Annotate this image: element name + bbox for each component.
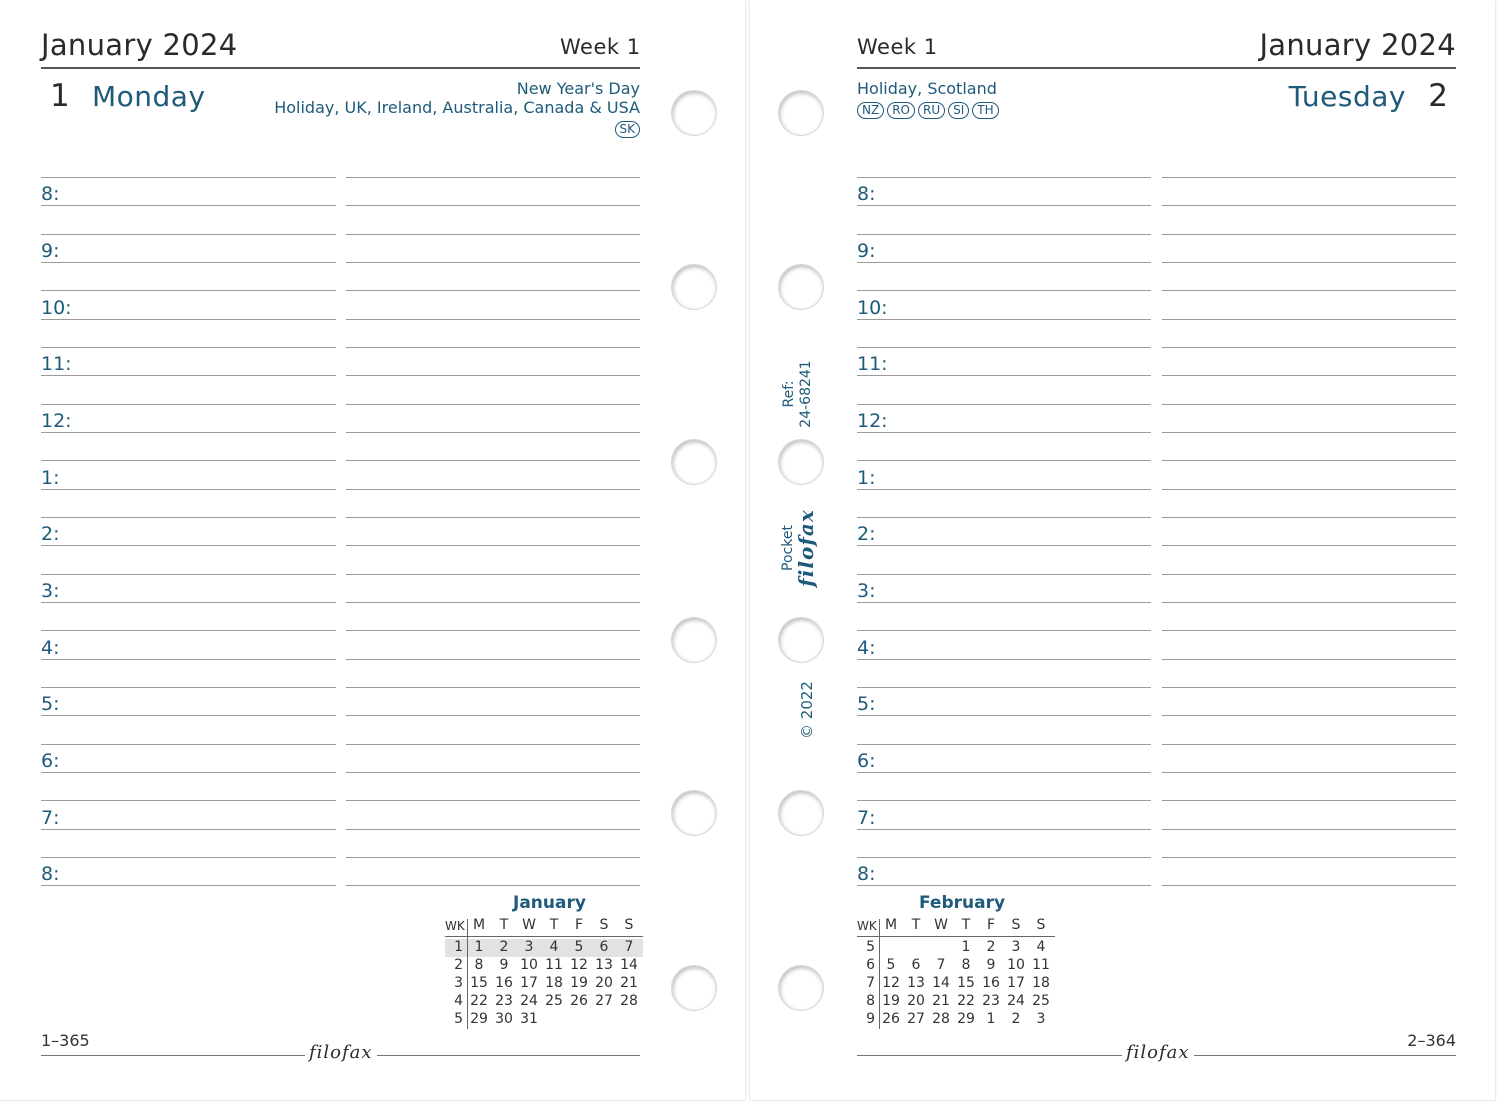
ruled-line <box>346 744 640 745</box>
hour-label: 3: <box>857 580 876 602</box>
mini-cal-day-head: F <box>574 917 584 933</box>
mini-cal-day: 23 <box>495 993 513 1009</box>
mini-cal-day-head: M <box>472 917 486 933</box>
ruled-line <box>346 234 640 235</box>
mini-cal-day: 15 <box>470 975 488 991</box>
ruled-line <box>1162 460 1456 461</box>
country-code-badge: SK <box>615 121 641 138</box>
right-month-year: January 2024 <box>1259 28 1456 62</box>
mini-cal-day: 21 <box>620 975 638 991</box>
mini-cal-day: 12 <box>570 957 588 973</box>
punch-hole <box>778 965 824 1011</box>
ruled-line <box>346 432 640 433</box>
ruled-line <box>1162 687 1456 688</box>
ruled-line <box>346 262 640 263</box>
left-holiday-line-2: Holiday, UK, Ireland, Australia, Canada & USA <box>274 98 640 117</box>
ruled-line <box>857 319 1151 320</box>
left-country-codes <box>615 121 641 138</box>
mini-cal-day: 6 <box>599 939 609 955</box>
ruled-line <box>346 800 640 801</box>
mini-cal-day: 25 <box>545 993 563 1009</box>
ruled-line <box>346 715 640 716</box>
spine-reference <box>781 344 817 444</box>
ruled-line <box>346 687 640 688</box>
hour-label: 10: <box>857 297 888 319</box>
mini-cal-week-number: 4 <box>454 993 463 1009</box>
ruled-line <box>346 630 640 631</box>
ruled-line <box>1162 432 1456 433</box>
ruled-line <box>1162 319 1456 320</box>
spine-branding <box>779 498 819 598</box>
left-page <box>0 0 745 1100</box>
country-code-badge: TH <box>972 102 998 119</box>
ruled-line <box>1162 885 1456 886</box>
hour-label: 3: <box>41 580 60 602</box>
mini-cal-day: 2 <box>986 939 996 955</box>
ruled-line <box>1162 489 1456 490</box>
punch-hole <box>671 790 717 836</box>
mini-cal-day: 5 <box>574 939 584 955</box>
mini-cal-day: 1 <box>961 939 971 955</box>
mini-cal-day: 9 <box>499 957 509 973</box>
hour-label: 11: <box>857 353 888 375</box>
left-holiday-line-1: New Year's Day <box>516 79 640 98</box>
ruled-line <box>1162 545 1456 546</box>
ruled-line <box>857 460 1151 461</box>
ruled-line <box>857 772 1151 773</box>
right-mini-cal-title: February <box>919 893 1006 913</box>
ruled-line <box>41 829 336 830</box>
mini-cal-day: 10 <box>1007 957 1025 973</box>
mini-cal-day: 17 <box>1007 975 1025 991</box>
mini-cal-day: 4 <box>549 939 559 955</box>
ruled-line <box>857 375 1151 376</box>
ruled-line <box>1162 715 1456 716</box>
ruled-line <box>857 829 1151 830</box>
ruled-line <box>41 404 336 405</box>
ruled-line <box>346 205 640 206</box>
spine-ref-label: Ref: <box>781 380 797 408</box>
ruled-line <box>857 404 1151 405</box>
mini-cal-day-head: T <box>549 917 559 933</box>
ruled-line <box>857 744 1151 745</box>
mini-cal-head-rule <box>857 936 1055 937</box>
ruled-line <box>857 800 1151 801</box>
ruled-line <box>41 290 336 291</box>
mini-cal-week-number: 3 <box>454 975 463 991</box>
mini-cal-day: 31 <box>520 1011 538 1027</box>
ruled-line <box>1162 857 1456 858</box>
mini-cal-day-head: S <box>1011 917 1021 933</box>
mini-cal-day: 20 <box>595 975 613 991</box>
mini-cal-week-number: 9 <box>866 1011 875 1027</box>
ruled-line <box>1162 404 1456 405</box>
left-month-year: January 2024 <box>41 28 238 62</box>
left-week-label: Week 1 <box>560 35 641 59</box>
punch-hole <box>671 965 717 1011</box>
mini-cal-day: 28 <box>620 993 638 1009</box>
ruled-line <box>41 772 336 773</box>
hour-label: 10: <box>41 297 72 319</box>
mini-cal-day-head: W <box>934 917 948 933</box>
mini-cal-day: 1 <box>986 1011 996 1027</box>
right-footer-logo: filofax <box>1122 1042 1194 1063</box>
left-mini-cal-title: January <box>513 893 586 913</box>
hour-label: 6: <box>857 750 876 772</box>
ruled-line <box>41 659 336 660</box>
mini-cal-day-head: T <box>911 917 921 933</box>
left-page-code: 1–365 <box>41 1031 90 1050</box>
mini-cal-day: 8 <box>961 957 971 973</box>
mini-cal-head-rule <box>445 936 643 937</box>
mini-cal-day: 3 <box>1011 939 1021 955</box>
mini-cal-day: 29 <box>470 1011 488 1027</box>
punch-hole <box>778 264 824 310</box>
mini-cal-week-number: 2 <box>454 957 463 973</box>
spine-size-label: Pocket <box>780 525 796 571</box>
ruled-line <box>1162 772 1456 773</box>
ruled-line <box>346 659 640 660</box>
mini-cal-day: 18 <box>1032 975 1050 991</box>
mini-cal-day: 24 <box>1007 993 1025 1009</box>
ruled-line <box>857 545 1151 546</box>
right-day-name: Tuesday <box>1288 80 1406 113</box>
spine-brand-logo: filofax <box>794 509 818 587</box>
ruled-line <box>346 517 640 518</box>
mini-cal-day: 7 <box>624 939 634 955</box>
ruled-line <box>857 517 1151 518</box>
hour-label: 8: <box>41 863 60 885</box>
ruled-line <box>41 857 336 858</box>
ruled-line <box>1162 517 1456 518</box>
mini-cal-day: 3 <box>1036 1011 1046 1027</box>
mini-cal-day: 6 <box>911 957 921 973</box>
mini-cal-day: 10 <box>520 957 538 973</box>
mini-cal-day: 28 <box>932 1011 950 1027</box>
hour-label: 12: <box>41 410 72 432</box>
mini-cal-day: 19 <box>570 975 588 991</box>
punch-hole <box>778 90 824 136</box>
hour-label: 8: <box>857 863 876 885</box>
mini-cal-day: 4 <box>1036 939 1046 955</box>
right-day-number: 2 <box>1428 78 1448 114</box>
country-code-badge: RO <box>887 102 915 119</box>
punch-hole <box>778 439 824 485</box>
mini-cal-day: 22 <box>957 993 975 1009</box>
ruled-line <box>1162 375 1456 376</box>
mini-cal-day: 12 <box>882 975 900 991</box>
ruled-line <box>41 177 336 178</box>
ruled-line <box>857 885 1151 886</box>
mini-cal-day-head: S <box>624 917 634 933</box>
mini-cal-day: 13 <box>595 957 613 973</box>
ruled-line <box>1162 262 1456 263</box>
ruled-line <box>346 290 640 291</box>
mini-cal-day-head: F <box>986 917 996 933</box>
right-page <box>750 0 1495 1100</box>
mini-cal-day-head: T <box>961 917 971 933</box>
ruled-line <box>346 177 640 178</box>
ruled-line <box>41 262 336 263</box>
mini-cal-day: 7 <box>936 957 946 973</box>
spine-copyright: © 2022 <box>798 681 816 739</box>
hour-label: 9: <box>857 240 876 262</box>
left-day-number: 1 <box>50 78 70 114</box>
ruled-line <box>346 772 640 773</box>
ruled-line <box>857 715 1151 716</box>
ruled-line <box>857 432 1151 433</box>
left-day-name: Monday <box>92 80 206 113</box>
ruled-line <box>41 517 336 518</box>
ruled-line <box>857 205 1151 206</box>
mini-cal-day: 25 <box>1032 993 1050 1009</box>
mini-cal-wk-head: WK <box>445 919 465 933</box>
hour-label: 8: <box>41 183 60 205</box>
mini-cal-day: 22 <box>470 993 488 1009</box>
mini-cal-day: 2 <box>1011 1011 1021 1027</box>
ruled-line <box>346 885 640 886</box>
ruled-line <box>857 687 1151 688</box>
hour-label: 12: <box>857 410 888 432</box>
mini-cal-week-number: 5 <box>454 1011 463 1027</box>
ruled-line <box>346 375 640 376</box>
ruled-line <box>346 460 640 461</box>
hour-label: 4: <box>41 637 60 659</box>
ruled-line <box>41 630 336 631</box>
ruled-line <box>346 574 640 575</box>
ruled-line <box>41 602 336 603</box>
spine-ref-number: 24-68241 <box>798 360 814 428</box>
left-header-rule <box>41 67 640 69</box>
right-page-code: 2–364 <box>1407 1031 1456 1050</box>
mini-cal-day: 26 <box>882 1011 900 1027</box>
punch-hole <box>671 439 717 485</box>
ruled-line <box>1162 630 1456 631</box>
ruled-line <box>41 800 336 801</box>
ruled-line <box>857 630 1151 631</box>
ruled-line <box>346 319 640 320</box>
ruled-line <box>41 489 336 490</box>
ruled-line <box>41 545 336 546</box>
ruled-line <box>41 205 336 206</box>
mini-cal-day: 26 <box>570 993 588 1009</box>
mini-cal-week-number: 6 <box>866 957 875 973</box>
hour-label: 7: <box>857 807 876 829</box>
ruled-line <box>41 460 336 461</box>
ruled-line <box>41 574 336 575</box>
ruled-line <box>857 347 1151 348</box>
ruled-line <box>346 829 640 830</box>
hour-label: 6: <box>41 750 60 772</box>
mini-cal-day: 23 <box>982 993 1000 1009</box>
ruled-line <box>857 290 1151 291</box>
left-footer-logo: filofax <box>305 1042 377 1063</box>
hour-label: 11: <box>41 353 72 375</box>
hour-label: 9: <box>41 240 60 262</box>
punch-hole <box>671 90 717 136</box>
ruled-line <box>41 885 336 886</box>
mini-cal-day: 16 <box>982 975 1000 991</box>
mini-cal-week-number: 1 <box>454 939 463 955</box>
mini-cal-day: 27 <box>595 993 613 1009</box>
mini-cal-day: 20 <box>907 993 925 1009</box>
mini-cal-day: 9 <box>986 957 996 973</box>
ruled-line <box>346 404 640 405</box>
ruled-line <box>857 262 1151 263</box>
mini-cal-day: 2 <box>499 939 509 955</box>
right-header-rule <box>857 67 1456 69</box>
mini-cal-week-number: 8 <box>866 993 875 1009</box>
mini-cal-day: 3 <box>524 939 534 955</box>
mini-cal-week-number: 7 <box>866 975 875 991</box>
hour-label: 8: <box>857 183 876 205</box>
mini-cal-day: 13 <box>907 975 925 991</box>
ruled-line <box>857 602 1151 603</box>
ruled-line <box>1162 177 1456 178</box>
ruled-line <box>346 347 640 348</box>
country-code-badge: NZ <box>857 102 884 119</box>
ruled-line <box>41 744 336 745</box>
mini-cal-day: 18 <box>545 975 563 991</box>
mini-cal-day: 16 <box>495 975 513 991</box>
hour-label: 5: <box>857 693 876 715</box>
ruled-line <box>1162 574 1456 575</box>
mini-cal-day: 30 <box>495 1011 513 1027</box>
ruled-line <box>1162 347 1456 348</box>
ruled-line <box>1162 829 1456 830</box>
ruled-line <box>1162 290 1456 291</box>
mini-cal-day: 27 <box>907 1011 925 1027</box>
hour-label: 4: <box>857 637 876 659</box>
mini-cal-day: 17 <box>520 975 538 991</box>
ruled-line <box>1162 744 1456 745</box>
mini-cal-day: 5 <box>886 957 896 973</box>
mini-cal-day: 14 <box>932 975 950 991</box>
ruled-line <box>346 489 640 490</box>
ruled-line <box>857 177 1151 178</box>
ruled-line <box>857 659 1151 660</box>
mini-cal-day: 29 <box>957 1011 975 1027</box>
mini-cal-day: 11 <box>545 957 563 973</box>
right-week-label: Week 1 <box>857 35 938 59</box>
hour-label: 2: <box>41 523 60 545</box>
mini-cal-wk-head: WK <box>857 919 877 933</box>
right-country-codes <box>857 102 999 119</box>
mini-cal-day: 24 <box>520 993 538 1009</box>
ruled-line <box>857 857 1151 858</box>
country-code-badge: SI <box>948 102 969 119</box>
hour-label: 5: <box>41 693 60 715</box>
ruled-line <box>1162 602 1456 603</box>
mini-cal-day: 21 <box>932 993 950 1009</box>
punch-hole <box>778 790 824 836</box>
ruled-line <box>41 347 336 348</box>
mini-cal-day-head: T <box>499 917 509 933</box>
ruled-line <box>346 602 640 603</box>
mini-cal-day: 19 <box>882 993 900 1009</box>
ruled-line <box>857 574 1151 575</box>
ruled-line <box>1162 205 1456 206</box>
mini-cal-day-head: S <box>599 917 609 933</box>
mini-cal-day: 1 <box>474 939 484 955</box>
mini-cal-day-head: S <box>1036 917 1046 933</box>
mini-cal-day-head: M <box>884 917 898 933</box>
hour-label: 7: <box>41 807 60 829</box>
ruled-line <box>346 545 640 546</box>
ruled-line <box>346 857 640 858</box>
punch-hole <box>671 617 717 663</box>
mini-cal-day: 8 <box>474 957 484 973</box>
mini-cal-week-number: 5 <box>866 939 875 955</box>
ruled-line <box>41 715 336 716</box>
hour-label: 1: <box>41 467 60 489</box>
punch-hole <box>778 617 824 663</box>
punch-hole <box>671 264 717 310</box>
ruled-line <box>41 375 336 376</box>
ruled-line <box>857 234 1151 235</box>
country-code-badge: RU <box>918 102 945 119</box>
mini-cal-day: 11 <box>1032 957 1050 973</box>
hour-label: 1: <box>857 467 876 489</box>
mini-cal-day: 14 <box>620 957 638 973</box>
ruled-line <box>41 234 336 235</box>
ruled-line <box>41 319 336 320</box>
ruled-line <box>41 432 336 433</box>
ruled-line <box>857 489 1151 490</box>
mini-cal-day: 15 <box>957 975 975 991</box>
right-holiday-line-1: Holiday, Scotland <box>857 79 997 98</box>
ruled-line <box>41 687 336 688</box>
ruled-line <box>1162 234 1456 235</box>
ruled-line <box>1162 659 1456 660</box>
mini-cal-day-head: W <box>522 917 536 933</box>
hour-label: 2: <box>857 523 876 545</box>
ruled-line <box>1162 800 1456 801</box>
